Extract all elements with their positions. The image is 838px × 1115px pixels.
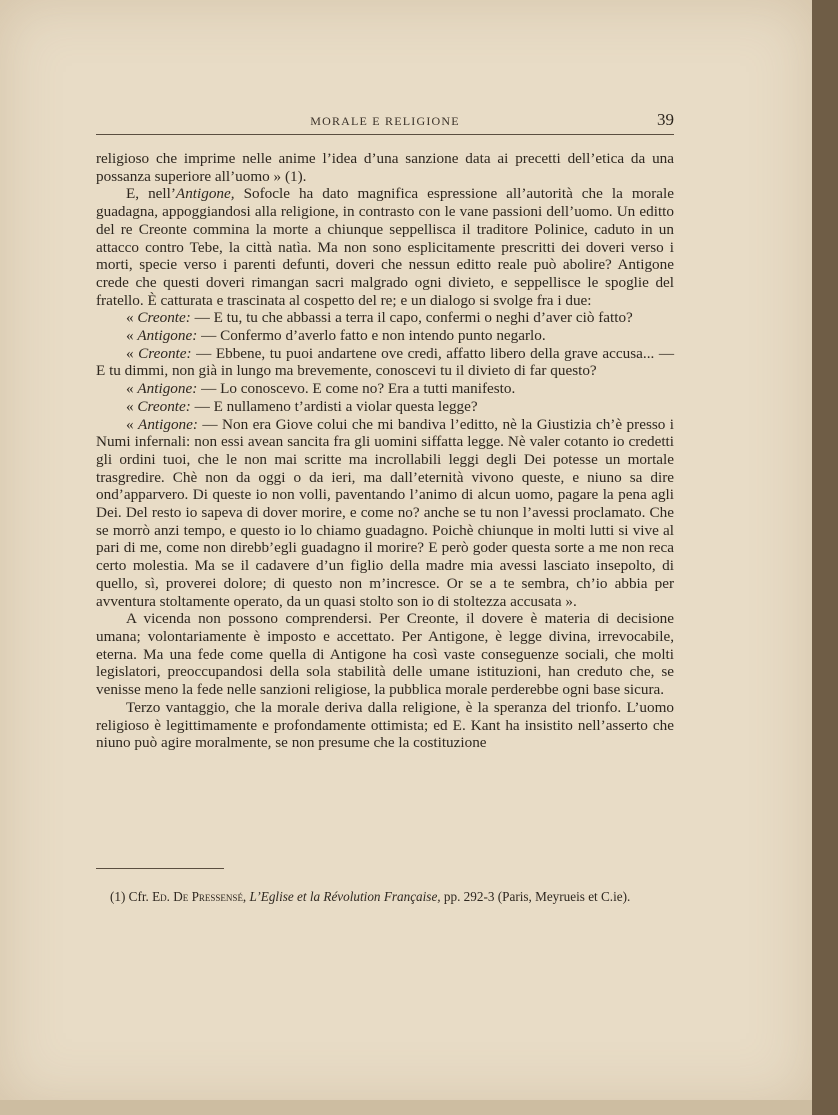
running-head (96, 112, 674, 135)
dialogue-line: « Antigone: — Non era Giove colui che mi bandiva l’editto, nè la Giustizia ch’è presso i Numi infernali: non essi avean sancita fra gli uomini siffatta legge. Nè valer cotanto io credetti gli ordini tuoi, che le non mai scritte ma incrollabili leggi degli Dei potesse un mortale trasgredire. Chè non da oggi o da ieri, ma dall’eternità vivono queste, e niuno sa dire ond’apparvero. Di queste io non volli, paventando l’animo di alcun uomo, pagare la pena agli Dei. Del resto io sapeva di dover morire, e come no? anche se tu non l’avessi proclamato. Che se morrò anzi tempo, e questo io lo chiamo guadagno. Poichè chiunque in molti lutti si vive al pari di me, come non direbb’egli guadagno il morire? E però goder questa sorte a me non reca certo molestia. Ma se il cadavere d’un figlio della madre mia avessi lasciato insepolto, di quello, sì, proverei dolore; di questo non m’incresce. Or se a te sembra, ch’io abbia per avventura stoltamente operato, da un quasi stolto son io di stoltezza accusata ». (96, 415, 675, 610)
dialogue-line: « Creonte: — E tu, tu che abbassi a terra il capo, confermi o neghi d’aver ciò fatto? (126, 309, 633, 327)
footnote-author: Ed. De Pressensé, (152, 889, 247, 904)
paragraph-antigone-intro: E, nell’Antigone, Sofocle ha dato magnifica espressione all’autorità che la morale guadagna, appoggiandosi alla religione, in contrasto con le vane passioni dell’uomo. Un editto del re Creonte commina la morte a chiunque seppellisca il traditore Polinice, caduto in un attacco contro Tebe, la città natìa. Ma non sono esplicitamente prescritti dei doveri verso i morti, specie verso i parenti defunti, doveri che nessun editto reale può abolire? Antigone crede che questi doveri rimangan sacri malgrado ogni divieto, e seppellisce le spoglie del fratello. È catturata e trascinata al cospetto del re; e un dialogo si svolge fra i due: (96, 185, 675, 309)
speaker-name: Antigone: (137, 327, 198, 345)
speaker-name: Antigone: (138, 415, 198, 433)
book-edge-right (812, 0, 838, 1115)
book-edge-bottom (0, 1100, 812, 1115)
dialogue-line: « Creonte: — E nullameno t’ardisti a violar questa legge? (126, 397, 478, 415)
dialogue-line: « Antigone: — Confermo d’averlo fatto e non intendo punto negarlo. (126, 327, 546, 345)
speaker-name: Creonte: (138, 344, 192, 362)
play-title: Antigone, (175, 185, 235, 203)
body-text (96, 150, 674, 752)
dialogue-line: « Creonte: — Ebbene, tu puoi andartene ove credi, affatto libero della grave accusa... — E tu dimmi, non già in lungo ma brevemente, conoscevi tu il divieto di far questo? (96, 344, 675, 380)
speaker-name: Antigone: (137, 380, 198, 398)
footnote-divider (96, 868, 224, 869)
running-head-title: MORALE E RELIGIONE (310, 114, 460, 128)
paragraph: Terzo vantaggio, che la morale deriva dalla religione, è la speranza del trionfo. L’uomo religioso è legittimamente e profondamente ottimista; ed E. Kant ha insistito nell’asserto che niuno può agire moralmente, se non presume che la costituzione (96, 698, 674, 752)
footnote-title: L’Eglise et la Révolution Française, (249, 889, 441, 904)
speaker-name: Creonte: (137, 309, 191, 327)
dialogue-line: « Antigone: — Lo conoscevo. E come no? Era a tutti manifesto. (126, 380, 516, 398)
paragraph: A vicenda non possono comprendersi. Per Creonte, il dovere è materia di decisione umana; volontariamente è imposto e accettato. Per Antigone, è legge divina, irrevocabile, eterna. Ma una fede come quella di Antigone ha così vaste conseguenze sociali, che molti legislatori, preoccupandosi della sola stabilità delle umane istituzioni, han creduto che, se venisse meno la fede nelle sanzioni religiose, la pubblica morale perderebbe ogni base sicura. (96, 610, 674, 699)
paragraph-continuation: religioso che imprime nelle anime l’idea d’una sanzione data ai precetti dell’etica da una possanza superiore all’uomo » (1). (96, 150, 674, 185)
speaker-name: Creonte: (137, 397, 191, 415)
footnote: (1) Cfr. Ed. De Pressensé, L’Eglise et la Révolution Française, pp. 292-3 (Paris, Meyrueis et C.ie). (110, 889, 631, 904)
page-number: 39 (657, 110, 674, 129)
